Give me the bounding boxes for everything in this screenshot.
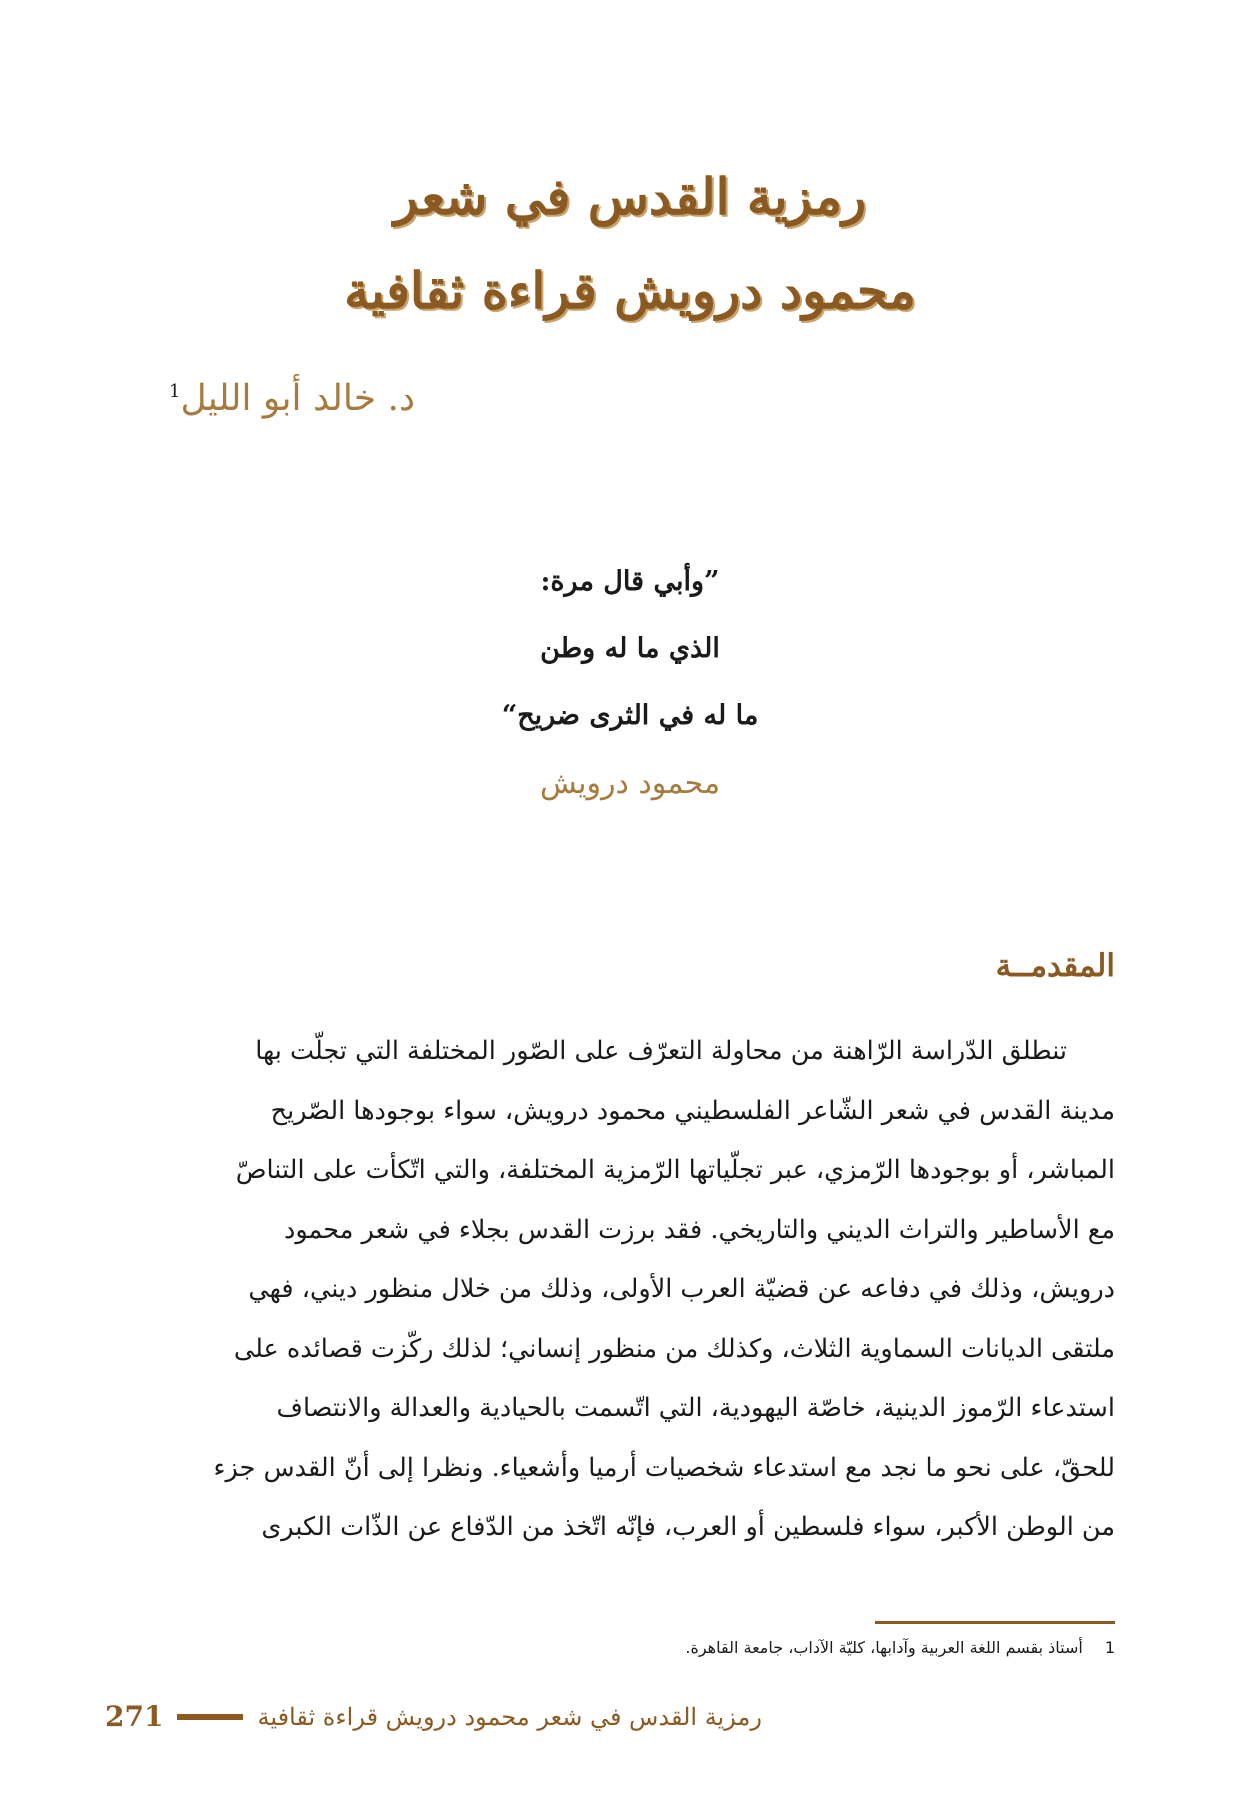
paragraph-line: المباشر، أو بوجودها الرّمزي، عبر تجلّياتها الرّمزية المختلفة، والتي اتّكأت على التناصّ: [235, 1155, 1115, 1185]
running-title: رمزية القدس في شعر محمود درويش قراءة ثقافية: [257, 1702, 762, 1731]
paragraph-line: ملتقى الديانات السماوية الثلاث، وكذلك من منظور إنساني؛ لذلك ركّزت قصائده على: [233, 1333, 1115, 1364]
page-number: 271: [105, 1700, 164, 1733]
title-line-1: رمزية القدس في شعر: [393, 167, 867, 226]
epigraph-line-2: الذي ما له وطن: [540, 633, 720, 664]
footnote: [685, 1638, 1115, 1657]
body-paragraph: [145, 1022, 1115, 1558]
article-title: [0, 150, 1260, 338]
epigraph: [0, 548, 1260, 749]
paragraph-line: مدينة القدس في شعر الشّاعر الفلسطيني محمود درويش، سواء بوجودها الصّريح: [270, 1095, 1115, 1126]
author-name: [169, 378, 415, 419]
section-heading: المقدمــة: [995, 948, 1115, 984]
paragraph-line: استدعاء الرّموز الدينية، خاصّة اليهودية، التي اتّسمت بالحيادية والعدالة والانتصاف: [276, 1393, 1115, 1423]
footer-divider-bar: [177, 1714, 243, 1720]
epigraph-line-3: ما له في الثرى ضريح“: [501, 700, 759, 731]
paragraph-line: من الوطن الأكبر، سواء فلسطين أو العرب، فإنّه اتّخذ من الدّفاع عن الذّات الكبرى: [261, 1512, 1115, 1542]
paragraph-line: تنطلق الدّراسة الرّاهنة من محاولة التعرّف على الصّور المختلفة التي تجلّت بها: [255, 1036, 1067, 1066]
epigraph-attribution: محمود درويش: [539, 766, 721, 801]
author-name-text: د. خالد أبو الليل: [180, 378, 415, 419]
page-footer: [105, 1700, 762, 1733]
footnote-number: 1: [1104, 1638, 1115, 1657]
footnote-text: أستاذ بقسم اللغة العربية وآدابها، كليّة الآداب، جامعة القاهرة.: [685, 1638, 1083, 1657]
author-footnote-marker[interactable]: 1: [169, 381, 181, 402]
epigraph-line-1: ”وأبي قال مرة:: [540, 566, 720, 597]
paragraph-line: للحقّ، على نحو ما نجد مع استدعاء شخصيات أرميا وأشعياء. ونظرا إلى أنّ القدس جزء: [213, 1452, 1115, 1483]
paragraph-line: درويش، وذلك في دفاعه عن قضيّة العرب الأولى، وذلك من خلال منظور ديني، فهي: [248, 1274, 1115, 1304]
footnote-divider: [875, 1621, 1115, 1624]
paragraph-line: مع الأساطير والتراث الديني والتاريخي. فقد برزت القدس بجلاء في شعر محمود: [284, 1214, 1115, 1245]
title-line-2: محمود درويش قراءة ثقافية: [344, 261, 916, 320]
